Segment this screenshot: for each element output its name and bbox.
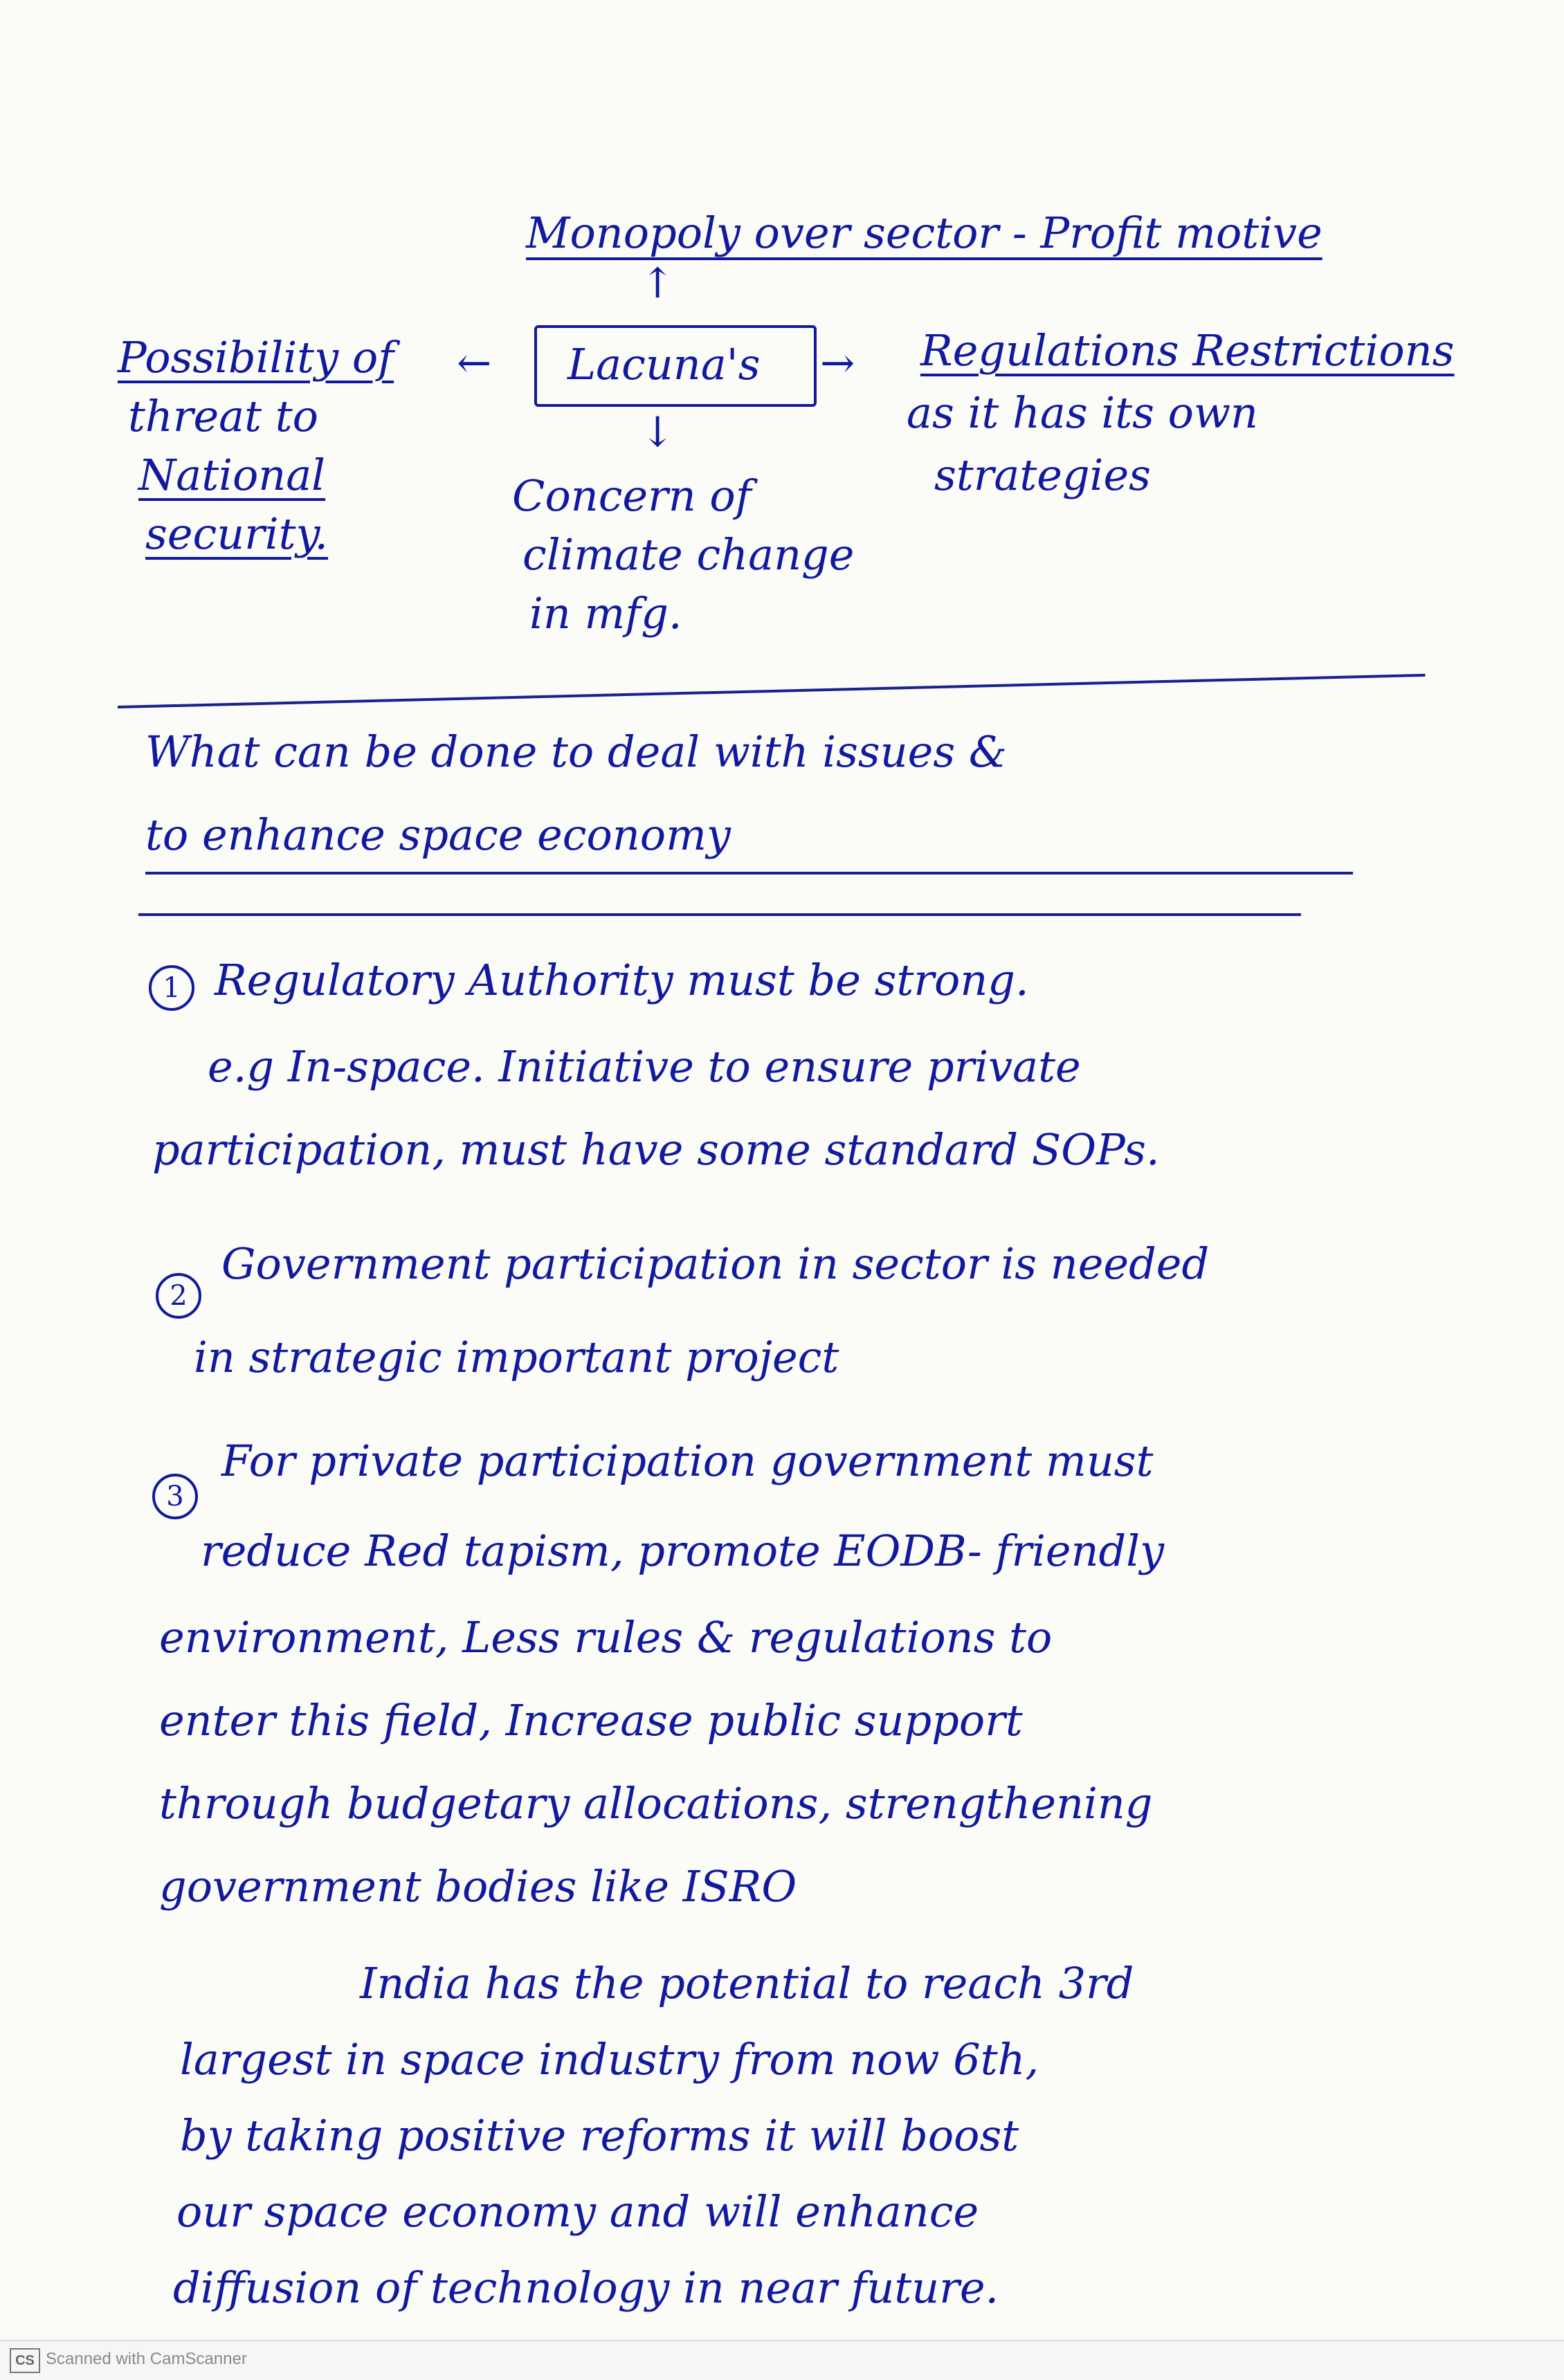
camscanner-logo: CS [10, 2348, 40, 2373]
question-underline [145, 872, 1353, 875]
conclusion-line-2: largest in space industry from now 6th, [180, 2034, 1039, 2085]
diagram-right-line-2: as it has its own [907, 387, 1258, 438]
point-1-line-1: Regulatory Authority must be strong. [215, 955, 1029, 1005]
conclusion-line-5: diffusion of technology in near future. [173, 2262, 999, 2313]
arrow-right-icon: → [820, 339, 855, 387]
separator-line-mid [138, 913, 1301, 916]
point-3-line-4: enter this field, Increase public support [159, 1695, 1023, 1746]
conclusion-line-3: by taking positive reforms it will boost [180, 2110, 1019, 2161]
point-3-line-3: environment, Less rules & regulations to [159, 1612, 1053, 1663]
conclusion-line-1: India has the potential to reach 3rd [360, 1958, 1134, 2008]
diagram-left-line-2: threat to [128, 391, 319, 441]
diagram-bottom-line-1: Concern of [512, 470, 752, 521]
point-3-number: 3 [152, 1474, 198, 1519]
diagram-right-line-1: Regulations Restrictions [920, 325, 1455, 376]
point-2-number: 2 [156, 1273, 201, 1319]
diagram-center-label: Lacuna's [567, 339, 761, 390]
diagram-top-label: Monopoly over sector - Profit motive [526, 208, 1322, 258]
point-3-line-5: through budgetary allocations, strengthening [159, 1778, 1153, 1829]
point-1-number: 1 [149, 965, 194, 1011]
point-1-line-3: participation, must have some standard SOPs. [152, 1124, 1160, 1175]
point-3-line-6: government bodies like ISRO [159, 1861, 797, 1912]
point-2-line-1: Government participation in sector is needed [221, 1238, 1210, 1289]
diagram-left-line-1: Possibility of [118, 332, 394, 383]
point-1-line-2: e.g In-space. Initiative to ensure private [208, 1041, 1081, 1092]
diagram-bottom-line-3: in mfg. [529, 588, 682, 639]
conclusion-line-4: our space economy and will enhance [176, 2186, 979, 2237]
diagram-left-line-4: security. [145, 509, 329, 559]
arrow-up-icon: ↑ [640, 259, 675, 308]
question-line-1: What can be done to deal with issues & [145, 726, 1008, 777]
arrow-down-icon: ↓ [640, 408, 675, 457]
camscanner-footer [0, 2340, 1564, 2380]
question-line-2: to enhance space economy [145, 809, 731, 860]
diagram-right-line-3: strategies [934, 450, 1151, 500]
point-2-line-2: in strategic important project [194, 1332, 839, 1382]
point-3-line-1: For private participation government must [221, 1436, 1154, 1486]
diagram-bottom-line-2: climate change [522, 529, 855, 580]
point-3-line-2: reduce Red tapism, promote EODB- friendly [201, 1526, 1165, 1576]
camscanner-text: Scanned with CamScanner [46, 2350, 247, 2368]
separator-line-top [118, 674, 1426, 708]
arrow-left-icon: ← [457, 339, 492, 387]
diagram-left-line-3: National [138, 450, 326, 500]
